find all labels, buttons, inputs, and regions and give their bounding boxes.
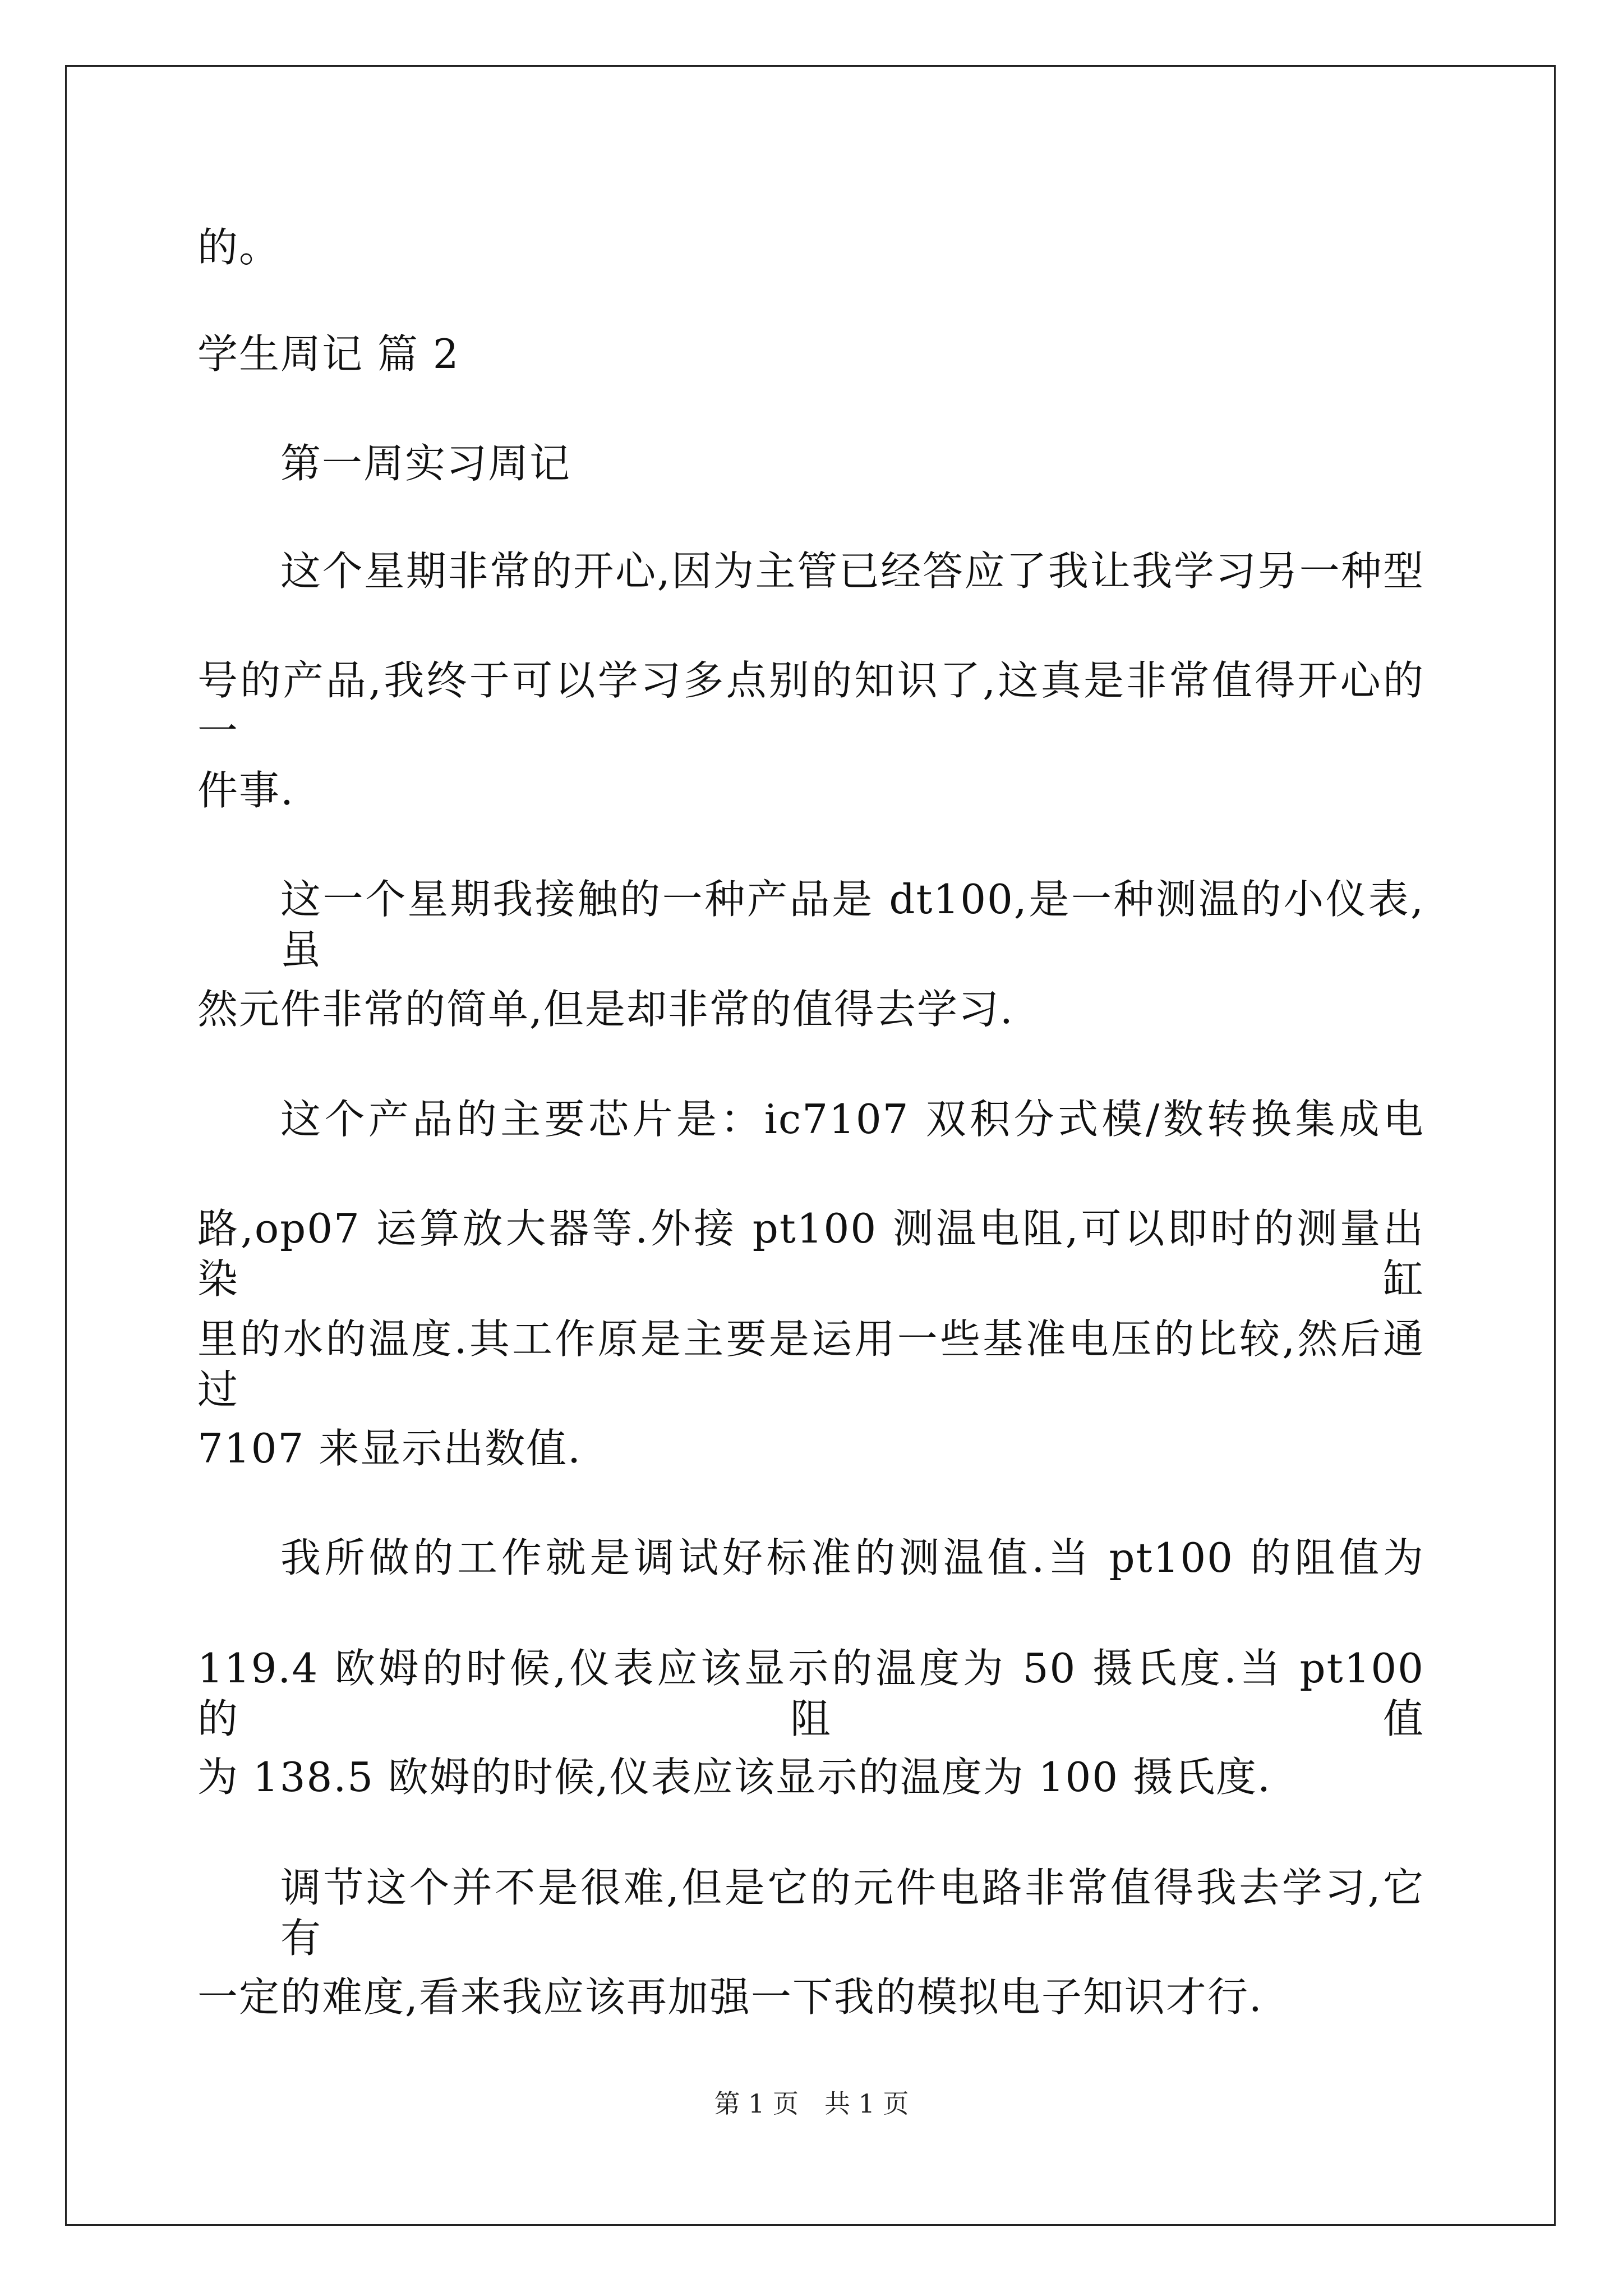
paragraph-line: 然元件非常的简单,但是却非常的值得去学习. bbox=[197, 986, 1014, 1033]
paragraph-line: 件事. bbox=[197, 767, 294, 814]
page-number-footer: 第 1 页 共 1 页 bbox=[714, 2088, 909, 2119]
paragraph-line: 这个星期非常的开心,因为主管已经答应了我让我学习另一种型 bbox=[280, 547, 1424, 595]
paragraph-line: 这一个星期我接触的一种产品是 dt100,是一种测温的小仪表,虽 bbox=[280, 876, 1424, 973]
paragraph-line: 这个产品的主要芯片是：ic7107 双积分式模/数转换集成电 bbox=[280, 1096, 1424, 1143]
paragraph-line: 里的水的温度.其工作原是主要是运用一些基准电压的比较,然后通过 bbox=[197, 1315, 1424, 1413]
paragraph-line: 为 138.5 欧姆的时候,仪表应该显示的温度为 100 摄氏度. bbox=[197, 1754, 1271, 1801]
paragraph-line: 号的产品,我终于可以学习多点别的知识了,这真是非常值得开心的一 bbox=[197, 657, 1424, 754]
paragraph-line: 我所做的工作就是调试好标准的测温值.当 pt100 的阻值为 bbox=[280, 1534, 1424, 1581]
paragraph-line: 7107 来显示出数值. bbox=[197, 1425, 582, 1472]
paragraph-line: 119.4 欧姆的时候,仪表应该显示的温度为 50 摄氏度.当 pt100 的阻值 bbox=[197, 1645, 1424, 1742]
section-heading: 学生周记 篇 2 bbox=[197, 330, 460, 378]
paragraph-line: 一定的难度,看来我应该再加强一下我的模拟电子知识才行. bbox=[197, 1973, 1263, 2021]
paragraph-line: 调节这个并不是很难,但是它的元件电路非常值得我去学习,它有 bbox=[280, 1864, 1424, 1962]
paragraph-line: 路,op07 运算放大器等.外接 pt100 测温电阻,可以即时的测量出染缸 bbox=[197, 1205, 1424, 1303]
text-line: 的。 bbox=[197, 224, 281, 271]
subheading: 第一周实习周记 bbox=[280, 440, 571, 487]
